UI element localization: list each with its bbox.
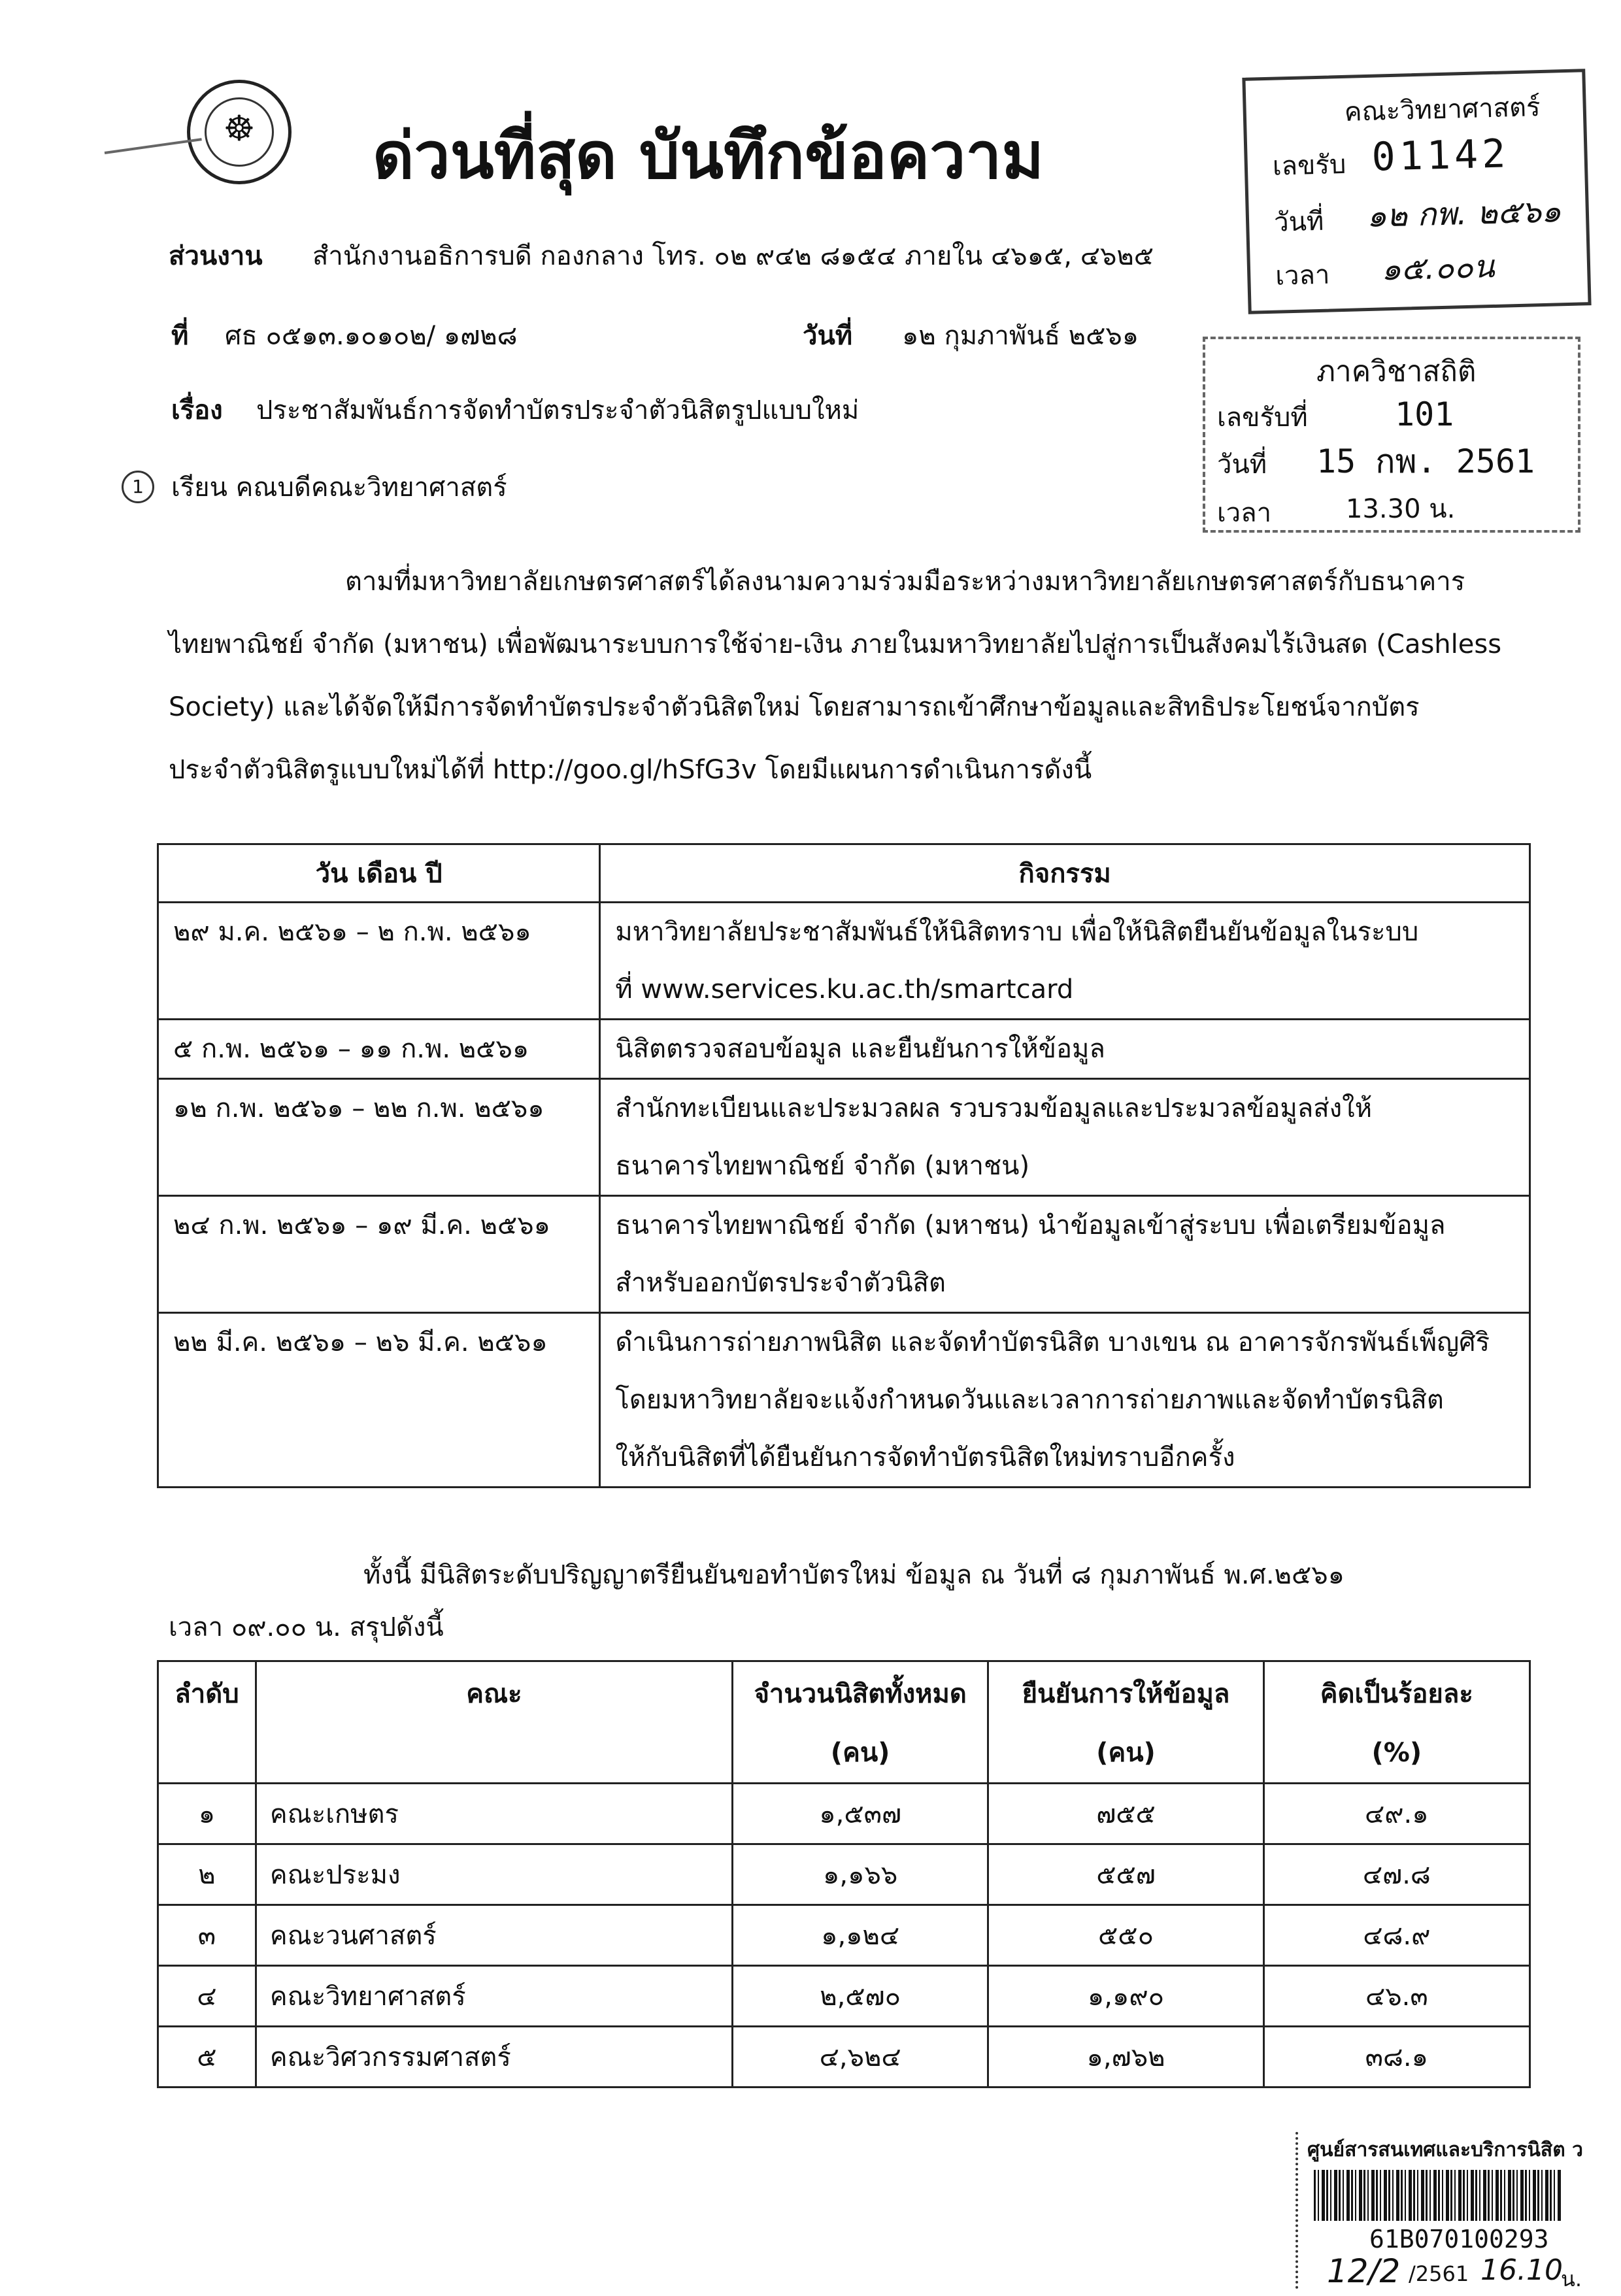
schedule-row xyxy=(158,1020,1530,1079)
schedule-date: ๒๙ ม.ค. ๒๕๖๑ – ๒ ก.พ. ๒๕๖๑ xyxy=(158,903,600,1020)
staple-pin xyxy=(105,138,202,154)
faculty-stamp-recv-value: 01142 xyxy=(1371,131,1511,180)
ref-label: ที่ xyxy=(171,321,189,351)
schedule-row xyxy=(158,1079,1530,1196)
header-total-unit: (คน) xyxy=(830,1738,890,1768)
department-label: ส่วนงาน xyxy=(169,241,263,271)
summary-faculty: คณะประมง xyxy=(256,1844,732,1905)
header-percent-unit: (%) xyxy=(1371,1738,1422,1768)
header-total xyxy=(732,1661,988,1784)
header-faculty-text: คณะ xyxy=(466,1679,522,1709)
body-line: ไทยพาณิชย์ จำกัด (มหาชน) เพื่อพัฒนาระบบการใช้จ่าย-เงิน ภายในมหาวิทยาลัยไปสู่การเป็นสังคมไร้เงินสด (Cashless xyxy=(169,629,1502,659)
dept-stamp-time-value: 13.30 น. xyxy=(1346,494,1456,524)
summary-no: ๒ xyxy=(158,1844,256,1905)
summary-total: ๒,๕๗๐ xyxy=(732,1966,988,2027)
department-receive-stamp xyxy=(1203,337,1580,533)
subject-label: เรื่อง xyxy=(171,395,223,425)
schedule-row xyxy=(158,1313,1530,1488)
summary-intro-line2: เวลา ๐๙.๐๐ น. สรุปดังนี้ xyxy=(169,1612,444,1642)
summary-intro-line1: ทั้งนี้ มีนิสิตระดับปริญญาตรียืนยันขอทำบัตรใหม่ ข้อมูล ณ วันที่ ๘ กุมภาพันธ์ พ.ศ.๒๕๖๑ xyxy=(363,1560,1345,1590)
receipt-time: 16.10 xyxy=(1480,2254,1563,2287)
activity-line: โดยมหาวิทยาลัยจะแจ้งกำหนดวันและเวลาการถ่ายภาพและจัดทำบัตรนิสิต xyxy=(615,1385,1444,1415)
summary-row xyxy=(158,1905,1530,1966)
schedule-activity xyxy=(600,1020,1530,1079)
summary-total: ๑,๑๖๖ xyxy=(732,1844,988,1905)
faculty-receive-stamp xyxy=(1242,69,1591,314)
summary-percent: ๔๗.๘ xyxy=(1263,1844,1529,1905)
circled-number: 1 xyxy=(122,471,154,503)
activity-line: ที่ www.services.ku.ac.th/smartcard xyxy=(615,974,1074,1005)
faculty-stamp-time-label: เวลา xyxy=(1275,259,1331,291)
body-line: ประจำตัวนิสิตรูแบบใหม่ได้ที่ http://goo.gl/hSfG3v โดยมีแผนการดำเนินการดังนี้ xyxy=(169,755,1092,785)
header-faculty xyxy=(256,1661,732,1784)
summary-no: ๓ xyxy=(158,1905,256,1966)
schedule-activity xyxy=(600,903,1530,1020)
header-total-text: จำนวนนิสิตทั้งหมด xyxy=(754,1679,967,1709)
summary-no: ๔ xyxy=(158,1966,256,2027)
schedule-date: ๕ ก.พ. ๒๕๖๑ – ๑๑ ก.พ. ๒๕๖๑ xyxy=(158,1020,600,1079)
schedule-activity xyxy=(600,1196,1530,1313)
schedule-header-activity: กิจกรรม xyxy=(600,844,1530,903)
summary-no: ๑ xyxy=(158,1784,256,1844)
header-confirmed xyxy=(988,1661,1263,1784)
header-percent xyxy=(1263,1661,1529,1784)
page-title: ด่วนที่สุด บันทึกข้อความ xyxy=(373,119,1044,193)
dept-stamp-time-label: เวลา xyxy=(1217,498,1272,528)
summary-table xyxy=(157,1660,1531,2088)
summary-total: ๑,๕๓๗ xyxy=(732,1784,988,1844)
summary-faculty: คณะเกษตร xyxy=(256,1784,732,1844)
summary-percent: ๔๙.๑ xyxy=(1263,1784,1529,1844)
university-seal xyxy=(187,80,292,184)
to-line: เรียน คณบดีคณะวิทยาศาสตร์ xyxy=(171,473,507,503)
subject-value: ประชาสัมพันธ์การจัดทำบัตรประจำตัวนิสิตรูปแบบใหม่ xyxy=(256,395,860,425)
header-no xyxy=(158,1661,256,1784)
schedule-activity xyxy=(600,1313,1530,1488)
activity-line: ธนาคารไทยพาณิชย์ จำกัด (มหาชน) xyxy=(615,1151,1030,1181)
summary-percent: ๔๖.๓ xyxy=(1263,1966,1529,2027)
body-line: ตามที่มหาวิทยาลัยเกษตรศาสตร์ได้ลงนามความร่วมมือระหว่างมหาวิทยาลัยเกษตรศาสตร์กับธนาคาร xyxy=(345,567,1465,597)
schedule-header-date: วัน เดือน ปี xyxy=(158,844,600,903)
ref-value: ศธ ๐๕๑๓.๑๐๑๐๒/ ๑๗๒๘ xyxy=(225,321,518,351)
body-line: Society) และได้จัดให้มีการจัดทำบัตรประจำตัวนิสิตใหม่ โดยสามารถเข้าศึกษาข้อมูลและสิทธิประโยชน์จากบัตร xyxy=(169,692,1420,722)
summary-row xyxy=(158,1844,1530,1905)
summary-row xyxy=(158,1784,1530,1844)
summary-percent: ๓๘.๑ xyxy=(1263,2027,1529,2088)
summary-confirmed: ๗๕๕ xyxy=(988,1784,1263,1844)
schedule-activity xyxy=(600,1079,1530,1196)
schedule-date: ๑๒ ก.พ. ๒๕๖๑ – ๒๒ ก.พ. ๒๕๖๑ xyxy=(158,1079,600,1196)
header-confirmed-unit: (คน) xyxy=(1096,1738,1156,1768)
summary-faculty: คณะวิศวกรรมศาสตร์ xyxy=(256,2027,732,2088)
summary-total: ๑,๑๒๔ xyxy=(732,1905,988,1966)
receipt-time-unit: น. xyxy=(1561,2267,1582,2291)
activity-line: สำหรับออกบัตรประจำตัวนิสิต xyxy=(615,1268,946,1298)
activity-line: ให้กับนิสิตที่ได้ยืนยันการจัดทำบัตรนิสิตใหม่ทราบอีกครั้ง xyxy=(615,1442,1235,1472)
faculty-stamp-time-value: ๑๕.๐๐น xyxy=(1380,248,1496,288)
summary-row xyxy=(158,1966,1530,2027)
header-percent-text: คิดเป็นร้อยละ xyxy=(1320,1679,1473,1709)
activity-line: ดำเนินการถ่ายภาพนิสิต และจัดทำบัตรนิสิต บางเขน ณ อาคารจักรพันธ์เพ็ญศิริ xyxy=(615,1327,1490,1357)
header-confirmed-text: ยืนยันการให้ข้อมูล xyxy=(1022,1679,1230,1709)
receipt-year: /2561 xyxy=(1409,2261,1469,2286)
schedule-row xyxy=(158,1196,1530,1313)
faculty-stamp-date-label: วันที่ xyxy=(1273,206,1324,238)
faculty-stamp-date-value: ๑๒ กพ. ๒๕๖๑ xyxy=(1366,193,1562,235)
summary-confirmed: ๕๕๗ xyxy=(988,1844,1263,1905)
schedule-header-row xyxy=(158,844,1530,903)
dept-stamp-title: ภาควิชาสถิติ xyxy=(1316,355,1477,388)
summary-no: ๕ xyxy=(158,2027,256,2088)
body-paragraph xyxy=(169,550,1548,801)
barcode xyxy=(1314,2170,1562,2221)
dept-stamp-recv-value: 101 xyxy=(1395,395,1454,433)
activity-line: นิสิตตรวจสอบข้อมูล และยืนยันการให้ข้อมูล xyxy=(615,1034,1105,1064)
activity-line: สำนักทะเบียนและประมวลผล รวบรวมข้อมูลและประมวลข้อมูลส่งให้ xyxy=(615,1093,1373,1123)
summary-total: ๔,๖๒๔ xyxy=(732,2027,988,2088)
summary-faculty: คณะวนศาสตร์ xyxy=(256,1905,732,1966)
department-value: สำนักงานอธิการบดี กองกลาง โทร. ๐๒ ๙๔๒ ๘๑๕๔ ภายใน ๔๖๑๕, ๔๖๒๕ xyxy=(312,241,1154,271)
summary-faculty: คณะวิทยาศาสตร์ xyxy=(256,1966,732,2027)
schedule-date: ๒๔ ก.พ. ๒๕๖๑ – ๑๙ มี.ค. ๒๕๖๑ xyxy=(158,1196,600,1313)
summary-row xyxy=(158,2027,1530,2088)
summary-percent: ๔๘.๙ xyxy=(1263,1905,1529,1966)
date-value: ๑๒ กุมภาพันธ์ ๒๕๖๑ xyxy=(902,321,1139,351)
schedule-table xyxy=(157,843,1531,1488)
schedule-date: ๒๒ มี.ค. ๒๕๖๑ – ๒๖ มี.ค. ๒๕๖๑ xyxy=(158,1313,600,1488)
date-label: วันที่ xyxy=(803,321,853,351)
summary-confirmed: ๕๕๐ xyxy=(988,1905,1263,1966)
schedule-row xyxy=(158,903,1530,1020)
dept-stamp-date-value: 15 กพ. 2561 xyxy=(1316,442,1535,480)
seal-emblem-icon: ☸ xyxy=(223,108,256,149)
activity-line: มหาวิทยาลัยประชาสัมพันธ์ให้นิสิตทราบ เพื่อให้นิสิตยืนยันข้อมูลในระบบ xyxy=(615,917,1419,947)
faculty-stamp-title: คณะวิทยาศาสตร์ xyxy=(1344,92,1541,127)
dept-stamp-date-label: วันที่ xyxy=(1217,450,1267,480)
receipt-code: 61B070100293 xyxy=(1369,2225,1549,2254)
header-no-text: ลำดับ xyxy=(175,1679,239,1709)
seal-inner-ring xyxy=(205,97,274,167)
receipt-date: 12/2 xyxy=(1327,2252,1401,2290)
summary-confirmed: ๑,๗๖๒ xyxy=(988,2027,1263,2088)
faculty-stamp-recv-label: เลขรับ xyxy=(1272,149,1346,182)
summary-confirmed: ๑,๑๙๐ xyxy=(988,1966,1263,2027)
receipt-title: ศูนย์สารสนเทศและบริการนิสิต ว xyxy=(1307,2138,1583,2161)
activity-line: ธนาคารไทยพาณิชย์ จำกัด (มหาชน) นำข้อมูลเข้าสู่ระบบ เพื่อเตรียมข้อมูล xyxy=(615,1210,1446,1240)
summary-header-row xyxy=(158,1661,1530,1784)
dept-stamp-recv-label: เลขรับที่ xyxy=(1217,403,1308,433)
receipt-border xyxy=(1295,2132,1298,2289)
